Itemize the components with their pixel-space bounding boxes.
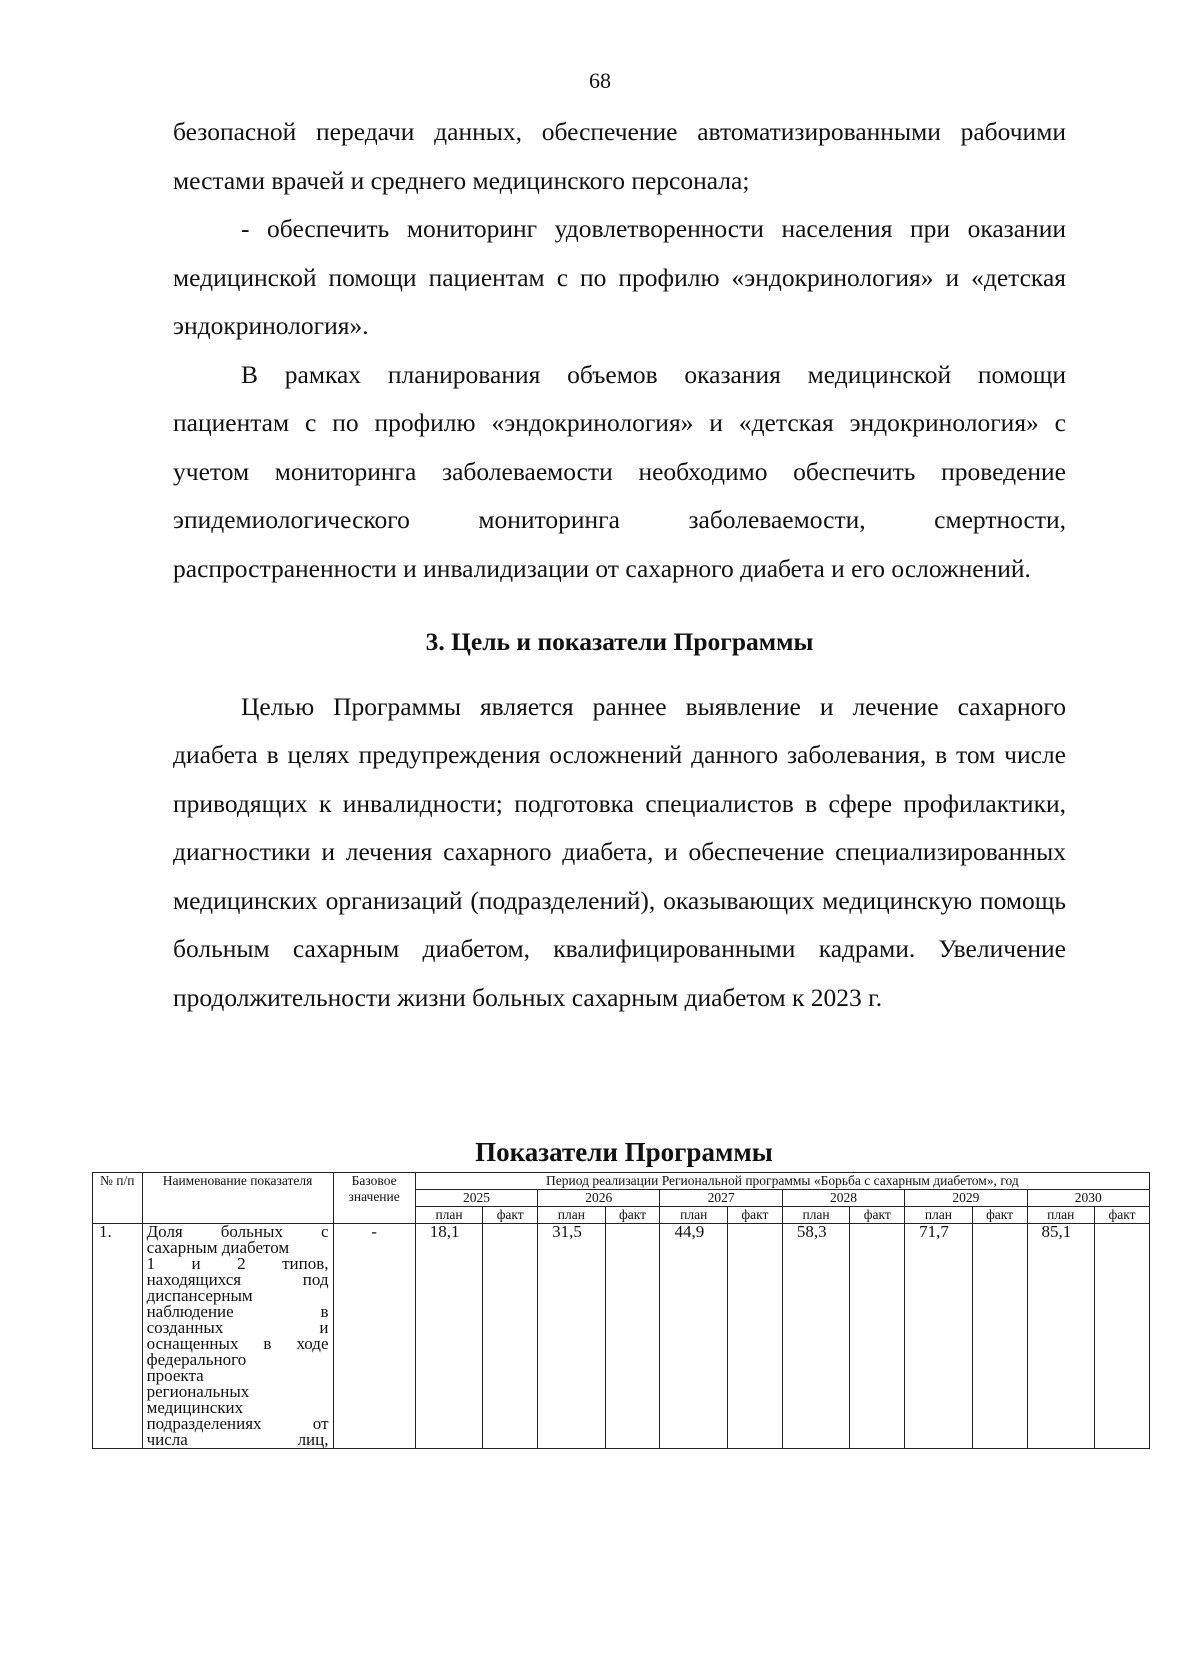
header-plan: план [782,1207,850,1224]
plan-value: 31,5 [538,1224,606,1449]
fact-value [727,1224,782,1449]
paragraph: безопасной передачи данных, обеспечение автоматизированными рабочими местами врачей и среднего медицинского персонала; [173,117,1066,195]
table-title: Показатели Программы [475,1137,773,1167]
header-fact: факт [972,1207,1027,1224]
indicator-name-line: проекта [146,1366,204,1385]
header-base: Базовое значение [333,1173,415,1224]
goal-paragraph: Целью Программы является раннее выявление и лечение сахарного диабета в целях предупреждения осложнений данного заболевания, в том числе приводящих к инвалидности; подготовка специалистов в сфере профилактики, диагностики и лечения сахарного диабета, и обеспечение специализированных медицинских организаций (подразделений), оказывающих медицинскую помощь больным сахарным диабетом, квалифицированными кадрами. Увеличение продолжительности жизни больных сахарным диабетом к 2023 г. [173,691,1066,1012]
indicator-name-line: региональных [146,1382,250,1401]
indicator-name-line: диспансерным [146,1286,253,1305]
header-name: Наименование показателя [142,1173,333,1224]
header-year: 2030 [1027,1190,1150,1207]
header-fact: факт [727,1207,782,1224]
table-row [93,1224,1150,1449]
fact-value [850,1224,905,1449]
indicator-name-line: 1 и 2 типов, [146,1254,329,1273]
document-body [173,108,1066,1022]
indicator-name-line: федерального [146,1350,247,1369]
header-plan: план [415,1207,483,1224]
header-year: 2028 [782,1190,904,1207]
header-plan: план [905,1207,973,1224]
header-year: 2025 [415,1190,537,1207]
indicator-name-line: подразделениях от [146,1414,329,1433]
fact-value [483,1224,538,1449]
header-plan: план [660,1207,728,1224]
fact-value [1095,1224,1150,1449]
plan-value: 58,3 [782,1224,850,1449]
plan-value: 18,1 [415,1224,483,1449]
header-fact: факт [1095,1207,1150,1224]
header-fact: факт [850,1207,905,1224]
paragraph: В рамках планирования объемов оказания медицинской помощи пациентам с по профилю «эндокринология» и «детская эндокринология» с учетом мониторинга заболеваемости необходимо обеспечить проведение эпидемиологического мониторинга заболеваемости, смертности, распространенности и инвалидизации от сахарного диабета и его осложнений. [173,359,1066,583]
plan-value: 44,9 [660,1224,728,1449]
header-year: 2026 [538,1190,660,1207]
indicator-name-line: находящихся под [146,1270,329,1289]
indicator-name-line: сахарным диабетом [146,1238,290,1257]
fact-value [605,1224,660,1449]
indicator-name-line: оснащенных в ходе [146,1334,329,1353]
paragraph: - обеспечить мониторинг удовлетворенности населения при оказании медицинской помощи пациентам с по профилю «эндокринология» и «детская эндокринология». [173,214,1066,340]
row-number: 1. [93,1224,143,1449]
indicator-name-line: медицинских [146,1398,244,1417]
header-fact: факт [483,1207,538,1224]
header-row [93,1173,1150,1190]
base-value: - [333,1224,415,1449]
header-plan: план [538,1207,606,1224]
indicator-name-line: наблюдение в [146,1302,329,1321]
plan-value: 85,1 [1027,1224,1095,1449]
section-heading: 3. Цель и показатели Программы [425,627,814,656]
plan-value: 71,7 [905,1224,973,1449]
page-number: 68 [589,68,611,93]
fact-value [972,1224,1027,1449]
indicator-name-line: Доля больных с [146,1222,329,1241]
header-period: Период реализации Региональной программы «Борьба с сахарным диабетом», год [415,1173,1149,1190]
header-plan: план [1027,1207,1095,1224]
indicators-table [92,1172,1150,1449]
indicator-name-line: созданных и [146,1318,329,1337]
header-fact: факт [605,1207,660,1224]
header-year: 2029 [905,1190,1027,1207]
header-year: 2027 [660,1190,782,1207]
indicator-name [142,1224,333,1449]
header-num: № п/п [93,1173,143,1224]
indicator-name-line: числа лиц, [146,1430,329,1449]
